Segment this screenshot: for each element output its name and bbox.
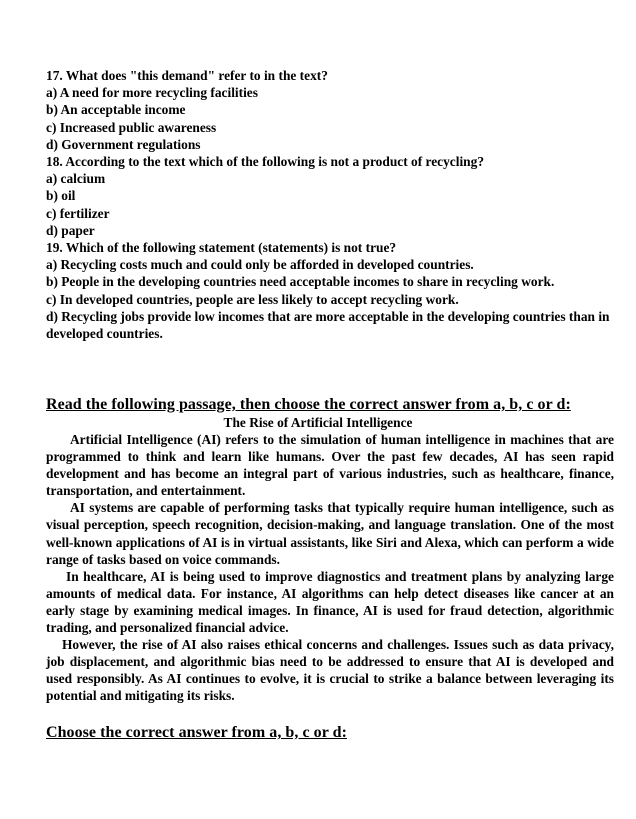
question-18-option-c: c) fertilizer bbox=[46, 205, 110, 221]
question-19-option-a: a) Recycling costs much and could only be afforded in developed countries. bbox=[46, 257, 474, 273]
question-19-option-c: c) In developed countries, people are less likely to accept recycling work. bbox=[46, 291, 459, 307]
question-18-option-a: a) calcium bbox=[46, 171, 106, 187]
choose-answer-heading: Choose the correct answer from a, b, c or d: bbox=[46, 724, 347, 741]
question-list bbox=[46, 67, 621, 342]
question-19-option-b: b) People in the developing countries need acceptable incomes to share in recycling work. bbox=[46, 274, 555, 290]
question-18-stem: 18. According to the text which of the following is not a product of recycling? bbox=[46, 154, 485, 170]
question-17-option-b: b) An acceptable income bbox=[46, 102, 186, 118]
passage-title: The Rise of Artificial Intelligence bbox=[223, 415, 413, 430]
reading-instructions-heading: Read the following passage, then choose the correct answer from a, b, c or d: bbox=[46, 396, 571, 413]
passage-paragraph-2: AI systems are capable of performing tasks that typically require human intelligence, such as visual perception, speech recognition, decision-making, and language translation. One of the most well-known applications of AI is in virtual assistants, like Siri and Alexa, which can perform a wide range of tasks based on voice commands. bbox=[46, 500, 614, 567]
passage-paragraph-4: However, the rise of AI also raises ethical concerns and challenges. Issues such as data privacy, job displacement, and algorithmic bias need to be addressed to ensure that AI is developed and used responsibly. As AI continues to evolve, it is crucial to strike a balance between leveraging its potential and mitigating its risks. bbox=[46, 637, 614, 704]
question-17-stem: 17. What does "this demand" refer to in the text? bbox=[46, 68, 328, 83]
question-17-option-d: d) Government regulations bbox=[46, 136, 201, 152]
passage-paragraph-3: In healthcare, AI is being used to improve diagnostics and treatment plans by analyzing large amounts of medical data. For instance, AI algorithms can help detect diseases like cancer at an early stage by examining medical images. In finance, AI is used for fraud detection, algorithmic trading, and personalized financial advice. bbox=[46, 568, 614, 636]
reading-passage bbox=[46, 431, 614, 705]
question-18-option-b: b) oil bbox=[46, 188, 76, 204]
question-18-option-d: d) paper bbox=[46, 222, 95, 238]
question-19-option-d: d) Recycling jobs provide low incomes that are more acceptable in the developing countries than in developed countries. bbox=[46, 308, 610, 342]
passage-paragraph-1: Artificial Intelligence (AI) refers to the simulation of human intelligence in machines that are programmed to think and learn like humans. Over the past few decades, AI has seen rapid development and has become an integral part of various industries, such as healthcare, finance, transportation, and entertainment. bbox=[46, 432, 614, 499]
question-17-option-a: a) A need for more recycling facilities bbox=[46, 85, 258, 101]
question-17-option-c: c) Increased public awareness bbox=[46, 119, 217, 135]
question-19-stem: 19. Which of the following statement (statements) is not true? bbox=[46, 240, 397, 256]
